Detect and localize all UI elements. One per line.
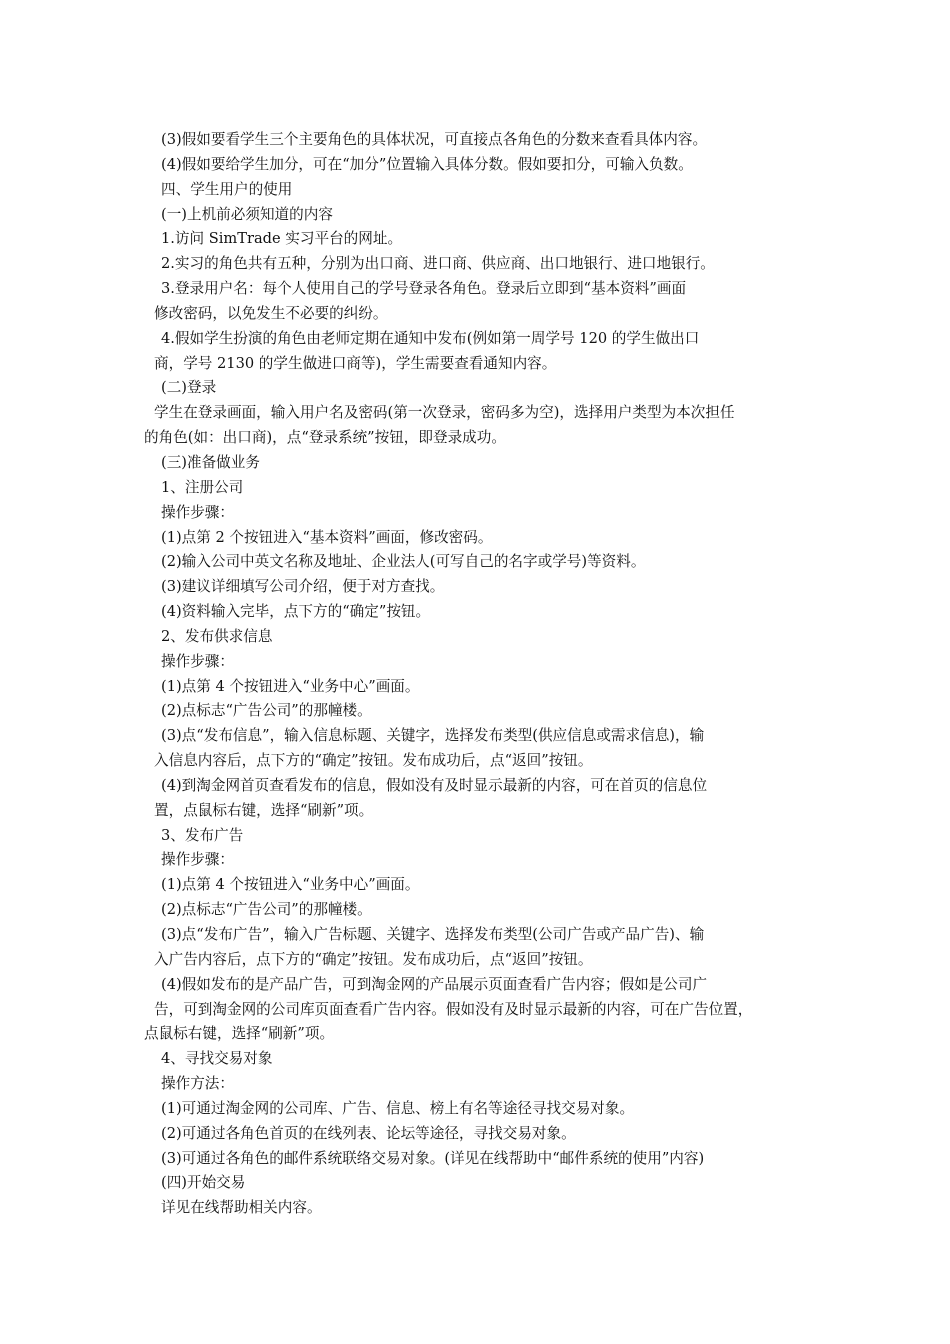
text-line: (3)点“发布信息”，输入信息标题、关键字，选择发布类型(供应信息或需求信息)，输	[161, 727, 705, 745]
text-line: (1)点第 4 个按钮进入“业务中心”画面。	[161, 876, 420, 894]
subsection-heading: (二)登录	[161, 379, 217, 397]
text-line: (3)假如要看学生三个主要角色的具体状况，可直接点各角色的分数来查看具体内容。	[161, 131, 708, 148]
text-line: 操作方法：	[161, 1075, 234, 1093]
text-line: (3)建议详细填写公司介绍，便于对方查找。	[161, 578, 445, 596]
subsection-heading: (三)准备做业务	[161, 453, 260, 471]
subsection-heading: (四)开始交易	[161, 1174, 246, 1192]
subsection-heading: (一)上机前必须知道的内容	[161, 205, 333, 223]
text-line: 的角色(如：出口商)，点“登录系统”按钮，即登录成功。	[144, 429, 506, 447]
text-line: (4)到淘金网首页查看发布的信息，假如没有及时显示最新的内容，可在首页的信息位	[161, 776, 708, 794]
text-line: (3)点“发布广告”，输入广告标题、关键字、选择发布类型(公司广告或产品广告)、输	[161, 926, 705, 943]
text-line: (2)可通过各角色首页的在线列表、论坛等途径，寻找交易对象。	[161, 1124, 576, 1142]
text-line: 详见在线帮助相关内容。	[161, 1199, 322, 1217]
text-line: (2)点标志“广告公司”的那幢楼。	[161, 901, 372, 919]
text-line: (1)点第 4 个按钮进入“业务中心”画面。	[161, 677, 420, 695]
item-heading: 4、寻找交易对象	[161, 1050, 273, 1068]
text-line: (1)可通过淘金网的公司库、广告、信息、榜上有名等途径寻找交易对象。	[161, 1099, 635, 1117]
text-line: (4)假如要给学生加分，可在“加分”位置输入具体分数。假如要扣分，可输入负数。	[161, 155, 693, 173]
text-line: 置，点鼠标右键，选择“刷新”项。	[154, 801, 374, 819]
text-line: 修改密码，以免发生不必要的纠纷。	[154, 304, 388, 322]
text-line: 1.访问 SimTrade 实习平台的网址。	[161, 230, 403, 248]
text-line: 3.登录用户名：每个人使用自己的学号登录各角色。登录后立即到“基本资料”画面	[161, 280, 687, 298]
text-line: 4.假如学生扮演的角色由老师定期在通知中发布(例如第一周学号 120 的学生做出口	[161, 329, 700, 347]
text-line: (2)输入公司中英文名称及地址、企业法人(可写自己的名字或学号)等资料。	[161, 553, 646, 571]
text-line: 操作步骤：	[161, 652, 234, 670]
text-line: 入广告内容后，点下方的“确定”按钮。发布成功后，点“返回”按钮。	[154, 950, 593, 968]
text-line: 告，可到淘金网的公司库页面查看广告内容。假如没有及时显示最新的内容，可在广告位置，	[154, 1000, 753, 1018]
item-heading: 3、发布广告	[161, 826, 244, 844]
item-heading: 1、注册公司	[161, 478, 244, 496]
text-line: (3)可通过各角色的邮件系统联络交易对象。(详见在线帮助中“邮件系统的使用”内容)	[161, 1149, 705, 1167]
text-line: 2.实习的角色共有五种，分别为出口商、进口商、供应商、出口地银行、进口地银行。	[161, 255, 715, 273]
document-body	[144, 128, 816, 1221]
text-line: 入信息内容后，点下方的“确定”按钮。发布成功后，点“返回”按钮。	[154, 752, 593, 770]
item-heading: 2、发布供求信息	[161, 627, 273, 645]
text-line: 商，学号 2130 的学生做进口商等)，学生需要查看通知内容。	[154, 354, 557, 372]
text-line: (4)资料输入完毕，点下方的“确定”按钮。	[161, 603, 431, 621]
text-line: 点鼠标右键，选择“刷新”项。	[144, 1025, 335, 1043]
text-line: (4)假如发布的是产品广告，可到淘金网的产品展示页面查看广告内容；假如是公司广	[161, 975, 708, 993]
section-heading: 四、学生用户的使用	[161, 180, 293, 198]
text-line: 学生在登录画面，输入用户名及密码(第一次登录，密码多为空)，选择用户类型为本次担任	[154, 404, 735, 422]
text-line: (2)点标志“广告公司”的那幢楼。	[161, 702, 372, 720]
text-line: 操作步骤：	[161, 851, 234, 869]
text-line: 操作步骤：	[161, 503, 234, 521]
text-line: (1)点第 2 个按钮进入“基本资料”画面，修改密码。	[161, 528, 493, 546]
